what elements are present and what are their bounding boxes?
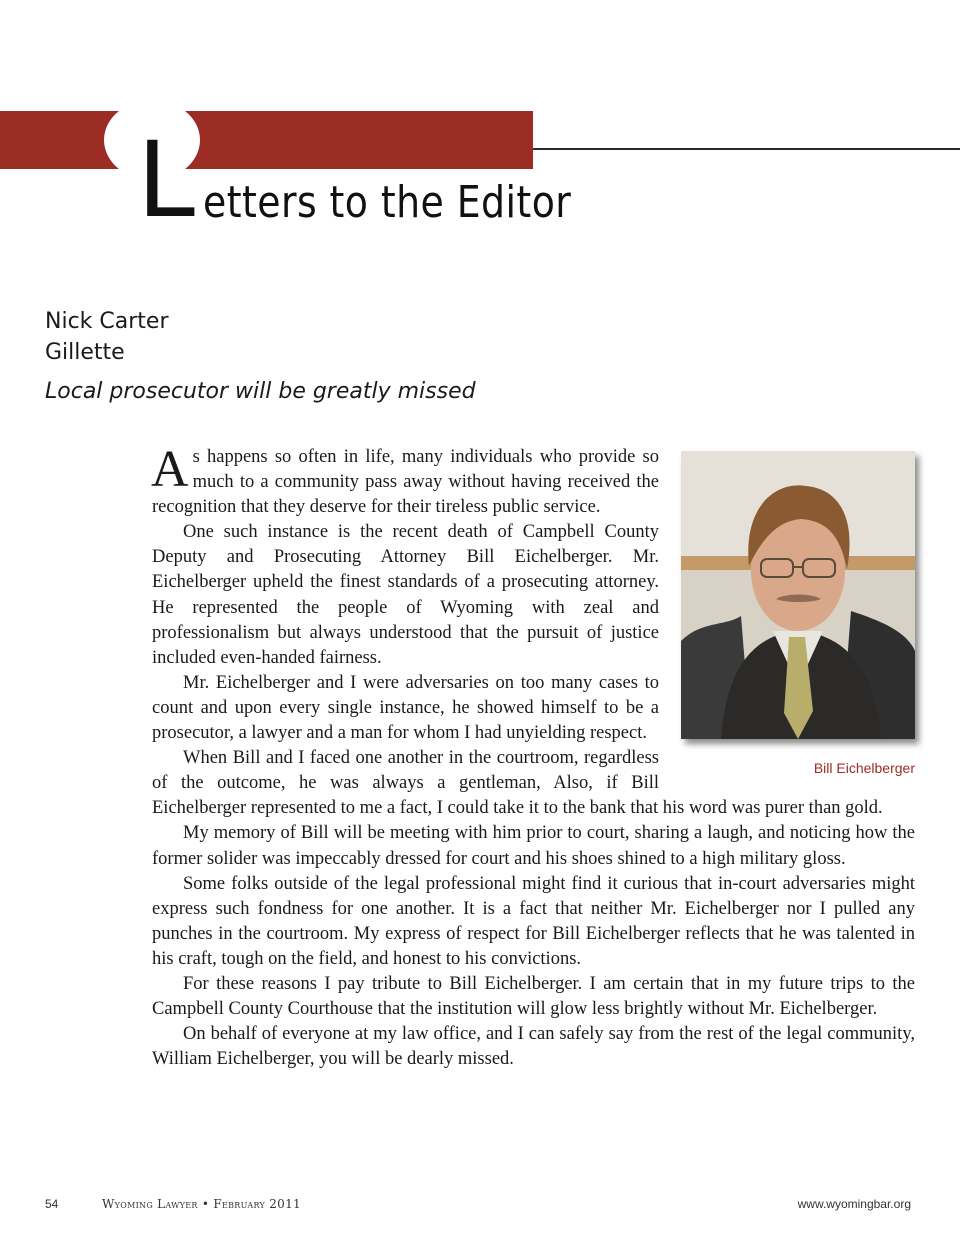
letter-headline: Local prosecutor will be greatly missed xyxy=(45,379,476,404)
photo-caption: Bill Eichelberger xyxy=(813,760,915,776)
drop-cap: A xyxy=(151,441,189,498)
paragraph: When Bill and I faced one another in the courtroom, regardless of the outcome, he was always a gentleman, Also, if Bill Eichelberger represented to me a fact, I could take it to the bank that his word was purer than gold. xyxy=(152,748,883,819)
author-city: Gillette xyxy=(45,340,125,365)
paragraph: One such instance is the recent death of Campbell County Deputy and Prosecuting Attorney Bill Eichelberger. Mr. Eichelberger upheld the finest standards of a prosecuting attorney. He represented the people of Wyoming with zeal and professionalism but always understood that the pursuit of justice included even-handed fairness. xyxy=(152,522,659,668)
paragraph-text: s happens so often in life, many individuals who provide so much to a community pass away without having received the recognition that they deserve for their tireless public service. xyxy=(152,447,659,518)
paragraph: Some folks outside of the legal professional might find it curious that in-court adversaries might express such fondness for one another. It is a fact that neither Mr. Eichelberger nor I pulled any punches in the courtroom. My express of respect for Bill Eichelberger reflects that he was talented in his craft, tough on the field, and honest to his convictions. xyxy=(152,873,915,969)
photo-wrap-spacer xyxy=(659,445,915,776)
author-block xyxy=(45,306,169,368)
paragraph: My memory of Bill will be meeting with him prior to court, sharing a laugh, and noticing how the former solider was impeccably dressed for court and his shoes shined to a high military gloss. xyxy=(152,823,915,869)
paragraph: Mr. Eichelberger and I were adversaries on too many cases to count and upon every single instance, he showed himself to be a prosecutor, a lawyer and a man for whom I had unyielding respect. xyxy=(152,672,659,744)
paragraph: For these reasons I pay tribute to Bill Eichelberger. I am certain that in my future trips to the Campbell County Courthouse that the institution will glow less brightly without Mr. Eichelberger. xyxy=(152,973,915,1020)
page-title: etters to the Editor xyxy=(203,177,572,228)
title-drop-letter: L xyxy=(137,119,195,241)
website-link[interactable]: www.wyomingbar.org xyxy=(797,1197,911,1211)
author-name: Nick Carter xyxy=(45,309,169,334)
paragraph: On behalf of everyone at my law office, and I can safely say from the rest of the legal community, William Eichelberger, you will be dearly missed. xyxy=(152,1024,915,1070)
header-accent-bar xyxy=(0,111,533,169)
header-rule xyxy=(533,148,960,150)
publication-info: Wyoming Lawyer • February 2011 xyxy=(102,1197,301,1211)
page-number: 54 xyxy=(45,1197,59,1211)
letter-body xyxy=(151,441,915,1072)
